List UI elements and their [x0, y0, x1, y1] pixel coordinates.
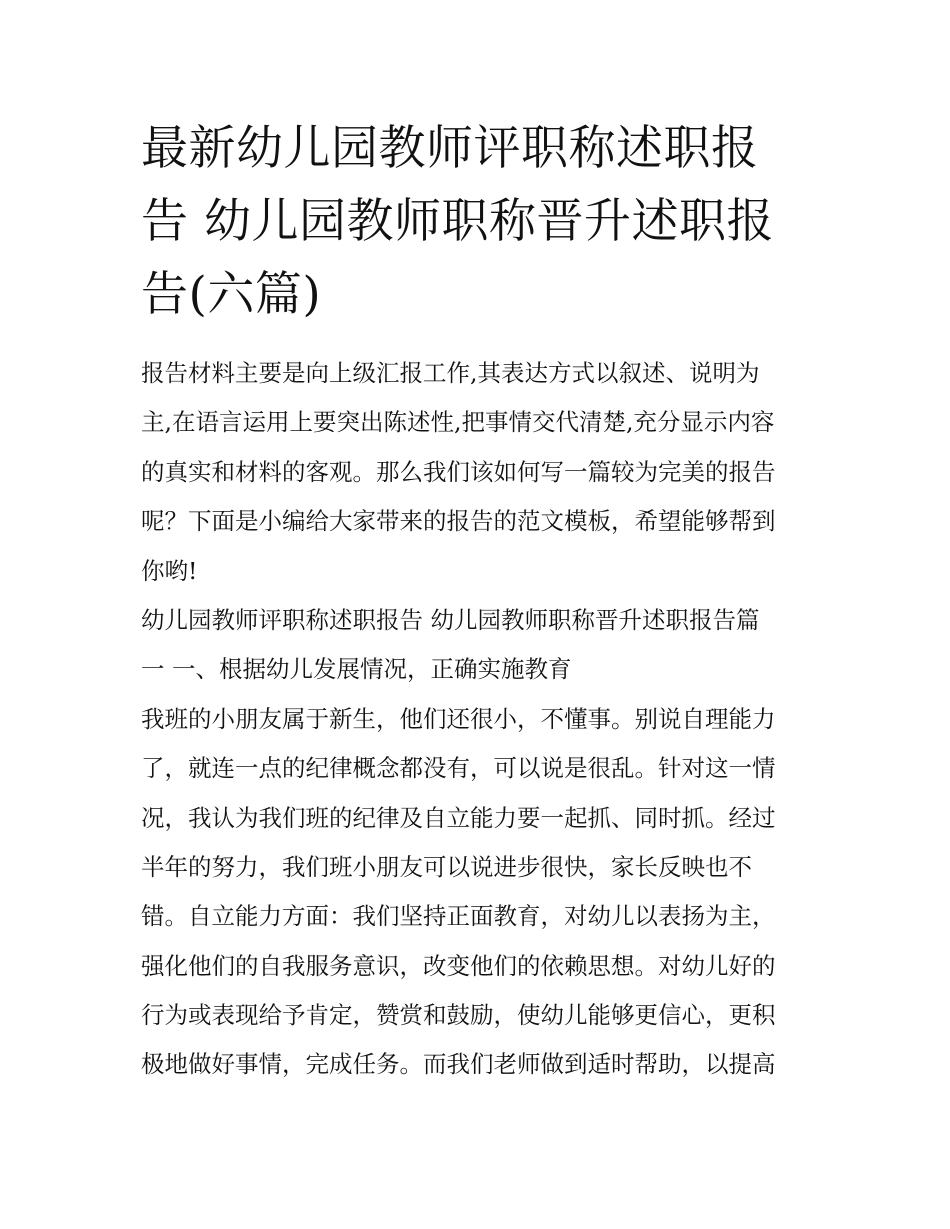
title-line: 最新幼儿园教师评职称述职报 [141, 121, 759, 176]
text-line: 你哟! [141, 556, 198, 585]
body-paragraph [141, 695, 813, 1090]
document-title [141, 112, 813, 331]
document-page [141, 112, 813, 1090]
text-line: 的真实和材料的客观。那么我们该如何写一篇较为完美的报告 [141, 457, 776, 486]
text-line: 呢？下面是小编给大家带来的报告的范文模板，希望能够帮到 [141, 507, 776, 536]
text-line: 幼儿园教师评职称述职报告 幼儿园教师职称晋升述职报告篇 [141, 605, 760, 634]
text-line: 半年的努力，我们班小朋友可以说进步很快，家长反映也不 [141, 852, 752, 881]
text-line: 了，就连一点的纪律概念都没有，可以说是很乱。针对这一情 [141, 754, 776, 783]
text-line: 我班的小朋友属于新生，他们还很小，不懂事。别说自理能力 [141, 704, 776, 733]
title-line: 告(六篇) [141, 267, 322, 322]
text-line: 行为或表现给予肯定，赞赏和鼓励，使幼儿能够更信心，更积 [141, 1001, 776, 1030]
section-heading [141, 596, 813, 695]
text-line: 报告材料主要是向上级汇报工作,其表达方式以叙述、说明为 [141, 359, 760, 387]
text-line: 况，我认为我们班的纪律及自立能力要一起抓、同时抓。经过 [141, 803, 776, 832]
intro-paragraph [141, 349, 813, 596]
text-line: 错。自立能力方面：我们坚持正面教育，对幼儿以表扬为主， [141, 902, 776, 931]
text-line: 强化他们的自我服务意识，改变他们的依赖思想。对幼儿好的 [141, 951, 776, 980]
title-line: 告 幼儿园教师职称晋升述职报 [141, 194, 774, 249]
document-body [141, 349, 813, 1090]
text-line: 极地做好事情，完成任务。而我们老师做到适时帮助，以提高 [141, 1050, 776, 1079]
text-line: 一 一、根据幼儿发展情况，正确实施教育 [141, 655, 572, 684]
text-line: 主,在语言运用上要突出陈述性,把事情交代清楚,充分显示内容 [141, 408, 775, 437]
